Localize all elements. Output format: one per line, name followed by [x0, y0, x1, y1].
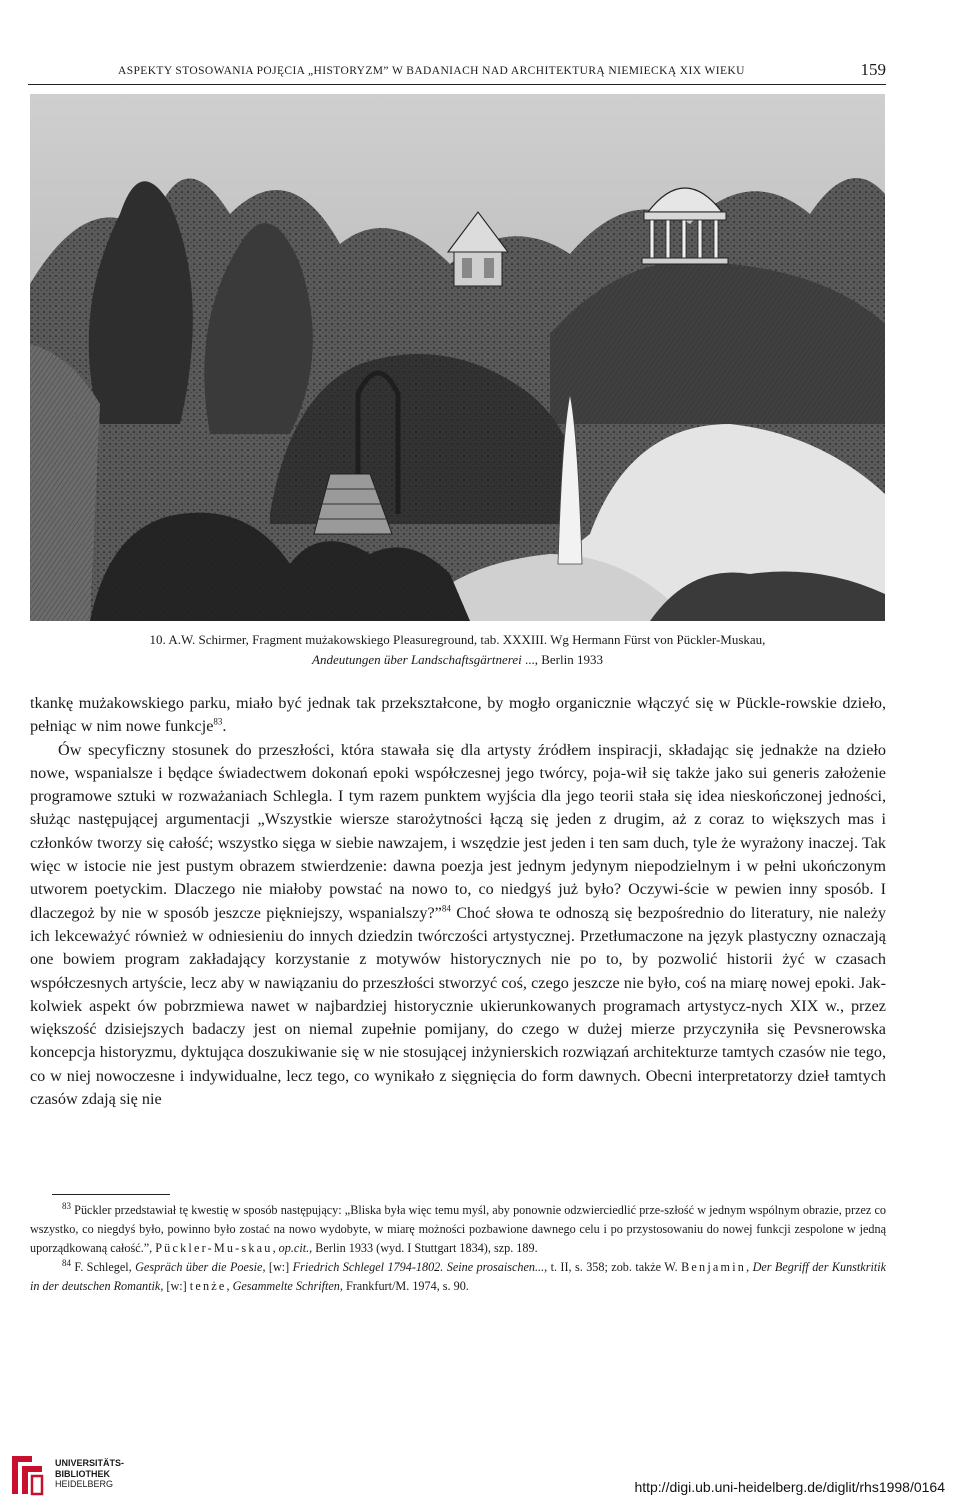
park-engraving — [30, 94, 885, 621]
library-line-2: BIBLIOTHEK — [55, 1468, 110, 1479]
paragraph-2-text: Ów specyficzny stosunek do przeszłości, która stawała się dla artysty źródłem inspiracji, składając się jednakże na dzieło nowe, wspanialsze i będące świadectwem dokonań epoki współczesnej jego twórcy, poja-wił się także jako sui generis założenie programowe sztuki w rozważaniach Schlegla. I tym razem punktem wyjścia dla jego teorii stała się idea nieskończonej jedności, służąc następującej argumentacji „Wszystkie wiersze starożytności łączą się jeden z drugim, aż z coraz to większych mas i członków tworzy się całość; wszystko sięga w siebie nawzajem, i wszędzie jest jeden i ten sam duch, tyle że wyrażony inaczej. Tak więc w istocie nie jest pustym obrazem stwierdzenie: dawna poezja jest jednym jedynym niepodzielnym i w pełni ukończonym utworem poetyckim. Dlaczego nie miałoby powstać na nowo to, co niedgyś już było? Oczywi-ście w pewien inny sposób. I dlaczegoż by nie w sposób jeszcze piękniejszy, wspanialszy?” — [30, 740, 886, 922]
footnote-ref-83: 83 — [213, 716, 223, 727]
paragraph-1 — [30, 692, 886, 739]
footnote-84 — [30, 1258, 886, 1296]
footnote-83-text: Pückler przedstawiał tę kwestię w sposób następujący: „Bliska była więc temu myśl, aby ponownie odzwierciedlić prze-szłość w jednym wspólnym obrazie, przez co wszystko, co niegdyś było, powinno było zostać na nowo wydobyte, w miarę możności pozbawione dawnego celu i po przystosowaniu do nowej funkcji zespolone w jedną uporządkowaną całość.”, — [30, 1203, 886, 1255]
footnote-84-title-2: Friedrich Schlegel 1794-1802. Seine prosaischen... — [292, 1260, 545, 1274]
footnote-84-part-f: , — [226, 1279, 233, 1293]
footnote-83 — [30, 1201, 886, 1258]
footnote-84-title-3: Der Begriff der Kunstkritik in der deutschen Romantik — [30, 1260, 887, 1293]
footnote-84-part-e: , [w:] — [160, 1279, 190, 1293]
footnote-83-opcit: op.cit. — [278, 1241, 310, 1255]
library-line-3: HEIDELBERG — [55, 1479, 114, 1489]
page-number: 159 — [860, 60, 886, 79]
caption-line-1: 10. A.W. Schirmer, Fragment mużakowskiego Pleasureground, tab. XXXIII. Wg Hermann Fürst von Pückler-Muskau, — [149, 632, 766, 647]
footnote-84-part-b: , [w:] — [262, 1260, 293, 1274]
paragraph-1-end: . — [222, 717, 227, 736]
footnote-83-number: 83 — [62, 1200, 71, 1211]
paragraph-2 — [30, 739, 886, 1112]
caption-line-2 — [30, 650, 885, 670]
footnote-rule — [52, 1194, 170, 1195]
footnote-84-title-4: Gesammelte Schriften — [232, 1279, 340, 1293]
footnote-84-part-d: , — [746, 1260, 753, 1274]
paragraph-1-text: tkankę mużakowskiego parku, miało być jednak tak przekształcone, by mogło organicznie włączyć się w Pückle-rowskie dzieło, pełniąc w nim nowe funkcje — [30, 694, 886, 736]
footnote-84-part-c: , t. II, s. 358; zob. także W. — [544, 1260, 682, 1274]
body-text — [30, 692, 886, 1111]
running-head: ASPEKTY STOSOWANIA POJĘCIA „HISTORYZM” W BADANIACH NAD ARCHITEKTURĄ NIEMIECKĄ XIX WIEKU — [118, 65, 745, 77]
footnote-84-author: Benjamin — [681, 1260, 747, 1274]
footnote-84-part-a: F. Schlegel, — [71, 1260, 136, 1274]
page-header — [28, 62, 886, 85]
footnote-83-sep: , — [272, 1241, 279, 1255]
footnote-84-tenze: tenże — [189, 1279, 227, 1293]
library-line-1: UNIVERSITÄTS- — [55, 1458, 125, 1468]
footnote-ref-84: 84 — [441, 903, 451, 914]
library-name — [55, 1458, 124, 1490]
footnote-83-author: Pückler-Mu-skau — [155, 1241, 273, 1255]
footnote-83-end: , Berlin 1933 (wyd. I Stuttgart 1834), szp. 189. — [309, 1241, 538, 1255]
library-logo[interactable] — [8, 1450, 158, 1500]
figure-caption — [30, 630, 885, 670]
paragraph-2-tail: Choć słowa te odnoszą się bezpośrednio do literatury, nie należy ich lekceważyć również w odniesieniu do innych dziedzin twórczości artystycznej. Przetłumaczone na język plastyczny oznaczają one bowiem program zakładający korzystanie z motywów historycznych nie po to, by pozwolić historii żyć w czasach współczesnych artyście, lecz aby w nawiązaniu do przeszłości stworzyć coś, czego jeszcze nie było, coś na miarę nowej epoki. Jak-kolwiek aspekt ów pobrzmiewa nawet w najbardziej historycznie ukierunkowanych programach artystycz-nych XIX w., przez większość dzisiejszych badaczy jest on niemal zupełnie pomijany, do czego w dużej mierze przyczyniła się Pevsnerowska koncepcja historyzmu, dyktująca doszukiwanie się w nie stosującej inżynierskich rozwiązań architekturze tamtych czasów nie tego, co w niej nowoczesne i indywidualne, lecz tego, co wynikało z sięgnięcia do form dawnych. Obecni interpretatorzy dzieł tamtych czasów zdają się nie — [30, 903, 886, 1109]
engraving-illustration — [30, 94, 885, 621]
footnote-84-title-1: Gespräch über die Poesie — [135, 1260, 263, 1274]
caption-book-title: Andeutungen über Landschaftsgärtnerei — [312, 652, 522, 667]
library-emblem-icon — [8, 1450, 48, 1498]
source-url-link[interactable]: http://digi.ub.uni-heidelberg.de/diglit/rhs1998/0164 — [634, 1479, 945, 1495]
footnote-84-part-g: , Frankfurt/M. 1974, s. 90. — [339, 1279, 469, 1293]
caption-tail: ..., Berlin 1933 — [521, 652, 603, 667]
footnotes — [30, 1201, 886, 1296]
footnote-84-number: 84 — [62, 1257, 71, 1268]
